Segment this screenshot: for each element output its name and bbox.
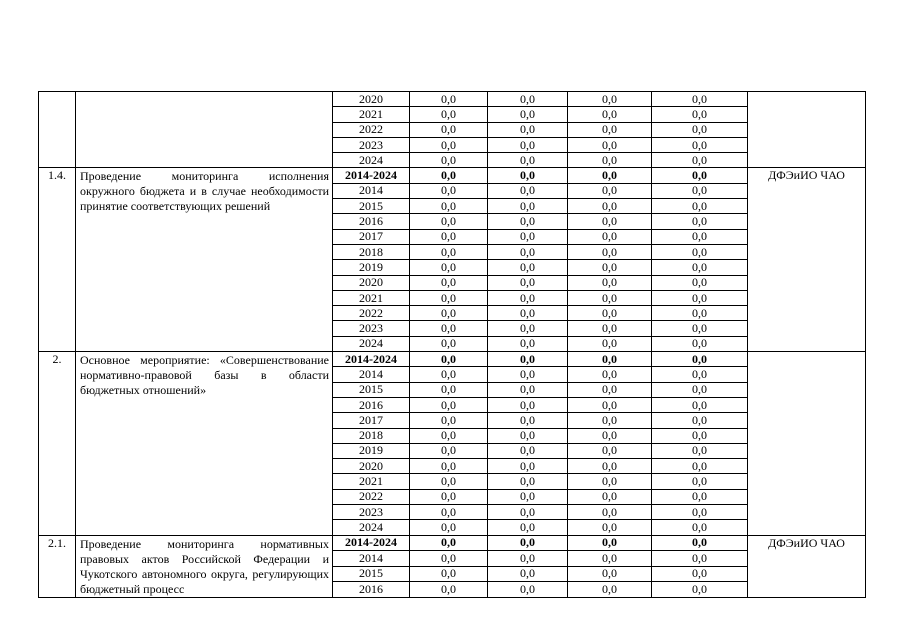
value-cell: 0,0 <box>568 122 652 137</box>
value-cell: 0,0 <box>568 459 652 474</box>
value-cell: 0,0 <box>488 459 568 474</box>
section-name: Основное мероприятие: «Совершенствование нормативно-правовой базы в области бюджетных отношений» <box>76 352 333 536</box>
year-cell: 2018 <box>333 244 410 259</box>
value-cell: 0,0 <box>568 367 652 382</box>
section-number: 2.1. <box>39 535 76 597</box>
value-cell: 0,0 <box>410 199 488 214</box>
value-cell: 0,0 <box>410 566 488 582</box>
year-cell: 2015 <box>333 566 410 582</box>
value-cell: 0,0 <box>652 260 748 275</box>
year-cell: 2023 <box>333 321 410 336</box>
value-cell: 0,0 <box>488 92 568 107</box>
value-cell: 0,0 <box>652 582 748 598</box>
table-row <box>39 535 866 551</box>
value-cell: 0,0 <box>568 413 652 428</box>
value-cell: 0,0 <box>410 413 488 428</box>
value-cell: 0,0 <box>652 199 748 214</box>
value-cell: 0,0 <box>568 306 652 321</box>
year-cell: 2016 <box>333 397 410 412</box>
value-cell: 0,0 <box>652 505 748 520</box>
value-cell: 0,0 <box>568 168 652 183</box>
value-cell: 0,0 <box>652 352 748 367</box>
value-cell: 0,0 <box>488 352 568 367</box>
value-cell: 0,0 <box>568 489 652 504</box>
value-cell: 0,0 <box>488 520 568 535</box>
value-cell: 0,0 <box>652 229 748 244</box>
value-cell: 0,0 <box>488 199 568 214</box>
value-cell: 0,0 <box>488 382 568 397</box>
value-cell: 0,0 <box>568 336 652 351</box>
value-cell: 0,0 <box>488 428 568 443</box>
value-cell: 0,0 <box>410 244 488 259</box>
year-cell: 2016 <box>333 582 410 598</box>
section-number: 1.4. <box>39 168 76 352</box>
value-cell: 0,0 <box>410 428 488 443</box>
value-cell: 0,0 <box>652 535 748 551</box>
value-cell: 0,0 <box>488 214 568 229</box>
value-cell: 0,0 <box>488 275 568 290</box>
value-cell: 0,0 <box>652 275 748 290</box>
value-cell: 0,0 <box>652 443 748 458</box>
value-cell: 0,0 <box>488 153 568 168</box>
year-cell: 2024 <box>333 520 410 535</box>
value-cell: 0,0 <box>652 183 748 198</box>
value-cell: 0,0 <box>652 290 748 305</box>
executor-cell: ДФЭиИО ЧАО <box>748 535 866 597</box>
section-number: 2. <box>39 352 76 536</box>
value-cell: 0,0 <box>410 137 488 152</box>
value-cell: 0,0 <box>410 382 488 397</box>
value-cell: 0,0 <box>568 520 652 535</box>
value-cell: 0,0 <box>652 367 748 382</box>
value-cell: 0,0 <box>568 352 652 367</box>
value-cell: 0,0 <box>652 428 748 443</box>
value-cell: 0,0 <box>568 290 652 305</box>
value-cell: 0,0 <box>568 551 652 567</box>
value-cell: 0,0 <box>488 551 568 567</box>
value-cell: 0,0 <box>488 137 568 152</box>
year-cell: 2019 <box>333 260 410 275</box>
value-cell: 0,0 <box>652 413 748 428</box>
value-cell: 0,0 <box>568 474 652 489</box>
value-cell: 0,0 <box>488 244 568 259</box>
value-cell: 0,0 <box>568 214 652 229</box>
value-cell: 0,0 <box>488 321 568 336</box>
value-cell: 0,0 <box>568 566 652 582</box>
value-cell: 0,0 <box>410 214 488 229</box>
budget-table-wrapper <box>38 91 866 598</box>
executor-cell <box>748 352 866 536</box>
value-cell: 0,0 <box>410 505 488 520</box>
value-cell: 0,0 <box>568 382 652 397</box>
value-cell: 0,0 <box>410 582 488 598</box>
year-cell: 2022 <box>333 306 410 321</box>
year-cell: 2021 <box>333 107 410 122</box>
value-cell: 0,0 <box>652 566 748 582</box>
value-cell: 0,0 <box>410 489 488 504</box>
value-cell: 0,0 <box>488 474 568 489</box>
table-row <box>39 168 866 183</box>
value-cell: 0,0 <box>488 229 568 244</box>
value-cell: 0,0 <box>410 535 488 551</box>
value-cell: 0,0 <box>410 443 488 458</box>
value-cell: 0,0 <box>652 306 748 321</box>
value-cell: 0,0 <box>410 122 488 137</box>
value-cell: 0,0 <box>488 183 568 198</box>
year-cell: 2014-2024 <box>333 535 410 551</box>
value-cell: 0,0 <box>410 92 488 107</box>
value-cell: 0,0 <box>488 566 568 582</box>
year-cell: 2020 <box>333 92 410 107</box>
budget-table <box>38 91 866 598</box>
value-cell: 0,0 <box>652 244 748 259</box>
year-cell: 2014 <box>333 367 410 382</box>
value-cell: 0,0 <box>568 260 652 275</box>
year-cell: 2019 <box>333 443 410 458</box>
value-cell: 0,0 <box>652 214 748 229</box>
value-cell: 0,0 <box>410 229 488 244</box>
value-cell: 0,0 <box>410 306 488 321</box>
value-cell: 0,0 <box>488 290 568 305</box>
table-row <box>39 92 866 107</box>
value-cell: 0,0 <box>410 183 488 198</box>
value-cell: 0,0 <box>652 551 748 567</box>
value-cell: 0,0 <box>568 428 652 443</box>
value-cell: 0,0 <box>488 336 568 351</box>
year-cell: 2014-2024 <box>333 352 410 367</box>
value-cell: 0,0 <box>568 244 652 259</box>
year-cell: 2020 <box>333 275 410 290</box>
value-cell: 0,0 <box>568 582 652 598</box>
year-cell: 2014-2024 <box>333 168 410 183</box>
year-cell: 2023 <box>333 505 410 520</box>
value-cell: 0,0 <box>410 290 488 305</box>
year-cell: 2017 <box>333 413 410 428</box>
value-cell: 0,0 <box>410 260 488 275</box>
value-cell: 0,0 <box>652 153 748 168</box>
value-cell: 0,0 <box>410 397 488 412</box>
value-cell: 0,0 <box>568 397 652 412</box>
value-cell: 0,0 <box>568 321 652 336</box>
year-cell: 2022 <box>333 489 410 504</box>
value-cell: 0,0 <box>488 107 568 122</box>
section-name: Проведение мониторинга исполнения окружного бюджета и в случае необходимости принятие соответствующих решений <box>76 168 333 352</box>
value-cell: 0,0 <box>410 352 488 367</box>
value-cell: 0,0 <box>410 367 488 382</box>
value-cell: 0,0 <box>488 413 568 428</box>
executor-cell: ДФЭиИО ЧАО <box>748 168 866 352</box>
value-cell: 0,0 <box>652 137 748 152</box>
value-cell: 0,0 <box>410 107 488 122</box>
executor-cell <box>748 92 866 168</box>
value-cell: 0,0 <box>652 168 748 183</box>
value-cell: 0,0 <box>568 443 652 458</box>
value-cell: 0,0 <box>488 168 568 183</box>
year-cell: 2024 <box>333 153 410 168</box>
year-cell: 2021 <box>333 474 410 489</box>
value-cell: 0,0 <box>410 474 488 489</box>
year-cell: 2017 <box>333 229 410 244</box>
value-cell: 0,0 <box>488 367 568 382</box>
value-cell: 0,0 <box>488 122 568 137</box>
value-cell: 0,0 <box>652 397 748 412</box>
value-cell: 0,0 <box>410 168 488 183</box>
year-cell: 2015 <box>333 199 410 214</box>
value-cell: 0,0 <box>488 582 568 598</box>
value-cell: 0,0 <box>488 535 568 551</box>
value-cell: 0,0 <box>568 535 652 551</box>
value-cell: 0,0 <box>410 551 488 567</box>
value-cell: 0,0 <box>410 153 488 168</box>
value-cell: 0,0 <box>488 489 568 504</box>
value-cell: 0,0 <box>652 336 748 351</box>
year-cell: 2022 <box>333 122 410 137</box>
year-cell: 2016 <box>333 214 410 229</box>
section-name <box>76 92 333 168</box>
value-cell: 0,0 <box>568 153 652 168</box>
year-cell: 2014 <box>333 551 410 567</box>
value-cell: 0,0 <box>410 275 488 290</box>
value-cell: 0,0 <box>652 520 748 535</box>
value-cell: 0,0 <box>568 505 652 520</box>
value-cell: 0,0 <box>652 459 748 474</box>
value-cell: 0,0 <box>410 336 488 351</box>
value-cell: 0,0 <box>568 275 652 290</box>
value-cell: 0,0 <box>652 382 748 397</box>
value-cell: 0,0 <box>568 229 652 244</box>
value-cell: 0,0 <box>652 92 748 107</box>
value-cell: 0,0 <box>652 122 748 137</box>
year-cell: 2018 <box>333 428 410 443</box>
budget-table-body <box>39 92 866 598</box>
table-row <box>39 352 866 367</box>
section-number <box>39 92 76 168</box>
value-cell: 0,0 <box>652 107 748 122</box>
value-cell: 0,0 <box>488 306 568 321</box>
year-cell: 2024 <box>333 336 410 351</box>
year-cell: 2014 <box>333 183 410 198</box>
value-cell: 0,0 <box>488 397 568 412</box>
year-cell: 2020 <box>333 459 410 474</box>
value-cell: 0,0 <box>568 107 652 122</box>
value-cell: 0,0 <box>410 321 488 336</box>
value-cell: 0,0 <box>410 459 488 474</box>
year-cell: 2015 <box>333 382 410 397</box>
value-cell: 0,0 <box>652 474 748 489</box>
value-cell: 0,0 <box>652 321 748 336</box>
value-cell: 0,0 <box>488 260 568 275</box>
value-cell: 0,0 <box>488 443 568 458</box>
value-cell: 0,0 <box>568 199 652 214</box>
value-cell: 0,0 <box>568 137 652 152</box>
year-cell: 2021 <box>333 290 410 305</box>
value-cell: 0,0 <box>488 505 568 520</box>
year-cell: 2023 <box>333 137 410 152</box>
value-cell: 0,0 <box>652 489 748 504</box>
value-cell: 0,0 <box>568 183 652 198</box>
value-cell: 0,0 <box>568 92 652 107</box>
section-name: Проведение мониторинга нормативных правовых актов Российской Федерации и Чукотского автономного округа, регулирующих бюджетный процесс <box>76 535 333 597</box>
value-cell: 0,0 <box>410 520 488 535</box>
